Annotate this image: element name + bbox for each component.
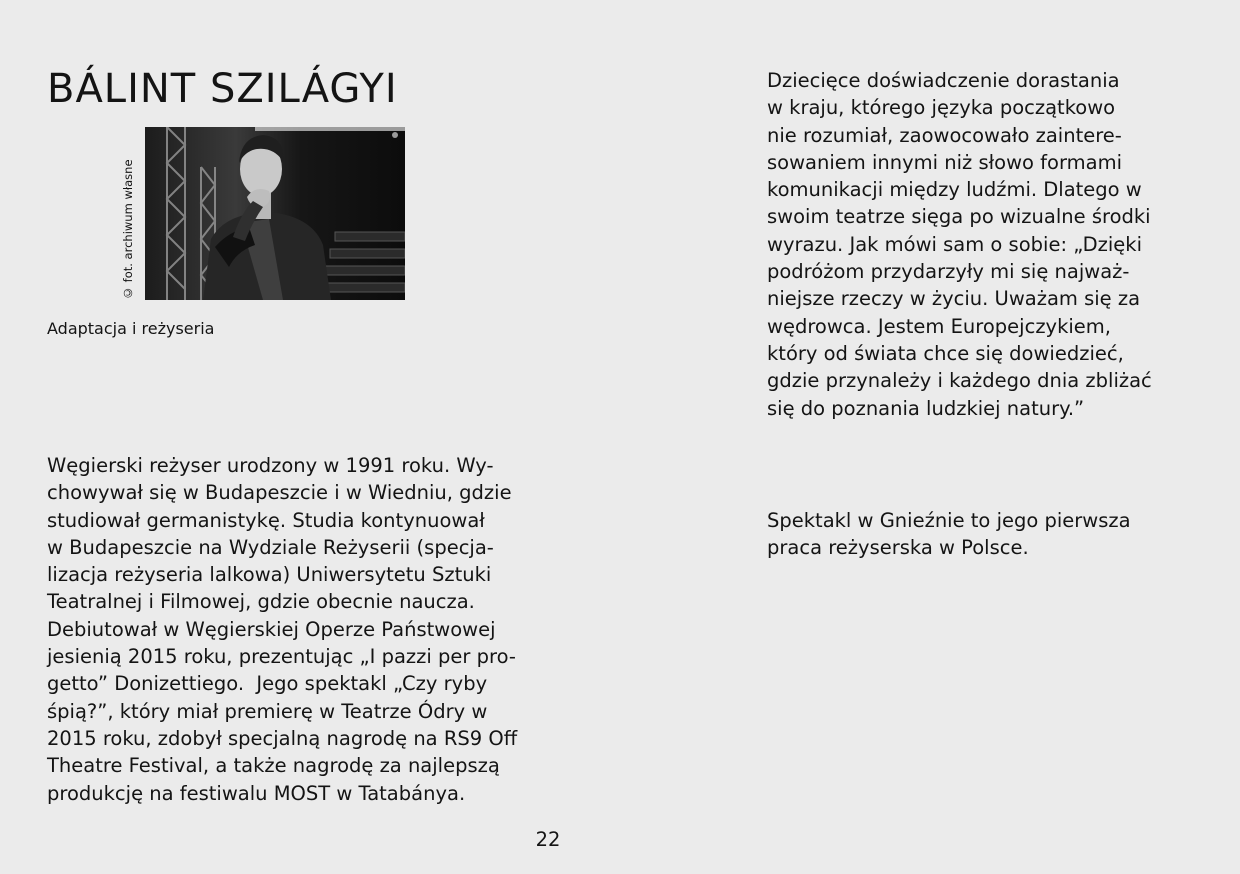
closing-note: Spektakl w Gnieźnie to jego pierwsza praca reżyserska w Polsce. [767, 509, 1131, 560]
portrait-photo-illustration [145, 127, 405, 300]
biography-paragraph: Węgierski reżyser urodzony w 1991 roku. Wy- chowywał się w Budapeszcie i w Wiedniu, gdzie studiował germanistykę. Studia kontynuował w Budapeszcie na Wydziale Reżyserii (specja- lizacja reżyseria lalkowa) Uniwersytetu Sztuki Teatralnej i Filmowej, gdzie obecnie naucza. Debiutował w Węgierskiej Operze Państwowej jesienią 2015 roku, prezentując „I pazzi per pro- getto” Donizettiego. Jego spektakl „Czy ryby śpią?”, który miał premierę w Teatrze Ódry w 2015 roku, zdobył specjalną nagrodę na RS9 Off Theatre Festival, a także nagrodę za najlepszą produkcję na festiwalu MOST w Tatabánya. [47, 454, 518, 805]
page-title: BÁLINT SZILÁGYI [47, 66, 398, 112]
photo-credit: © fot. archiwum własne [121, 159, 135, 300]
page-number: 22 [535, 828, 561, 851]
role-caption: Adaptacja i reżyseria [47, 319, 215, 338]
quote-paragraph: Dziecięce doświadczenie dorastania w kraju, którego języka początkowo nie rozumiał, zaowocowało zaintere- sowaniem innymi niż słowo formami komunikacji między ludźmi. Dlatego w swoim teatrze sięga po wizualne środki wyrazu. Jak mówi sam o sobie: „Dzięki podróżom przydarzyły mi się najważ- niejsze rzeczy w życiu. Uważam się za wędrowca. Jestem Europejczykiem, który od świata chce się dowiedzieć, gdzie przynależy i każdego dnia zbliżać się do poznania ludzkiej natury.” [767, 69, 1152, 420]
portrait-photo [145, 127, 405, 300]
